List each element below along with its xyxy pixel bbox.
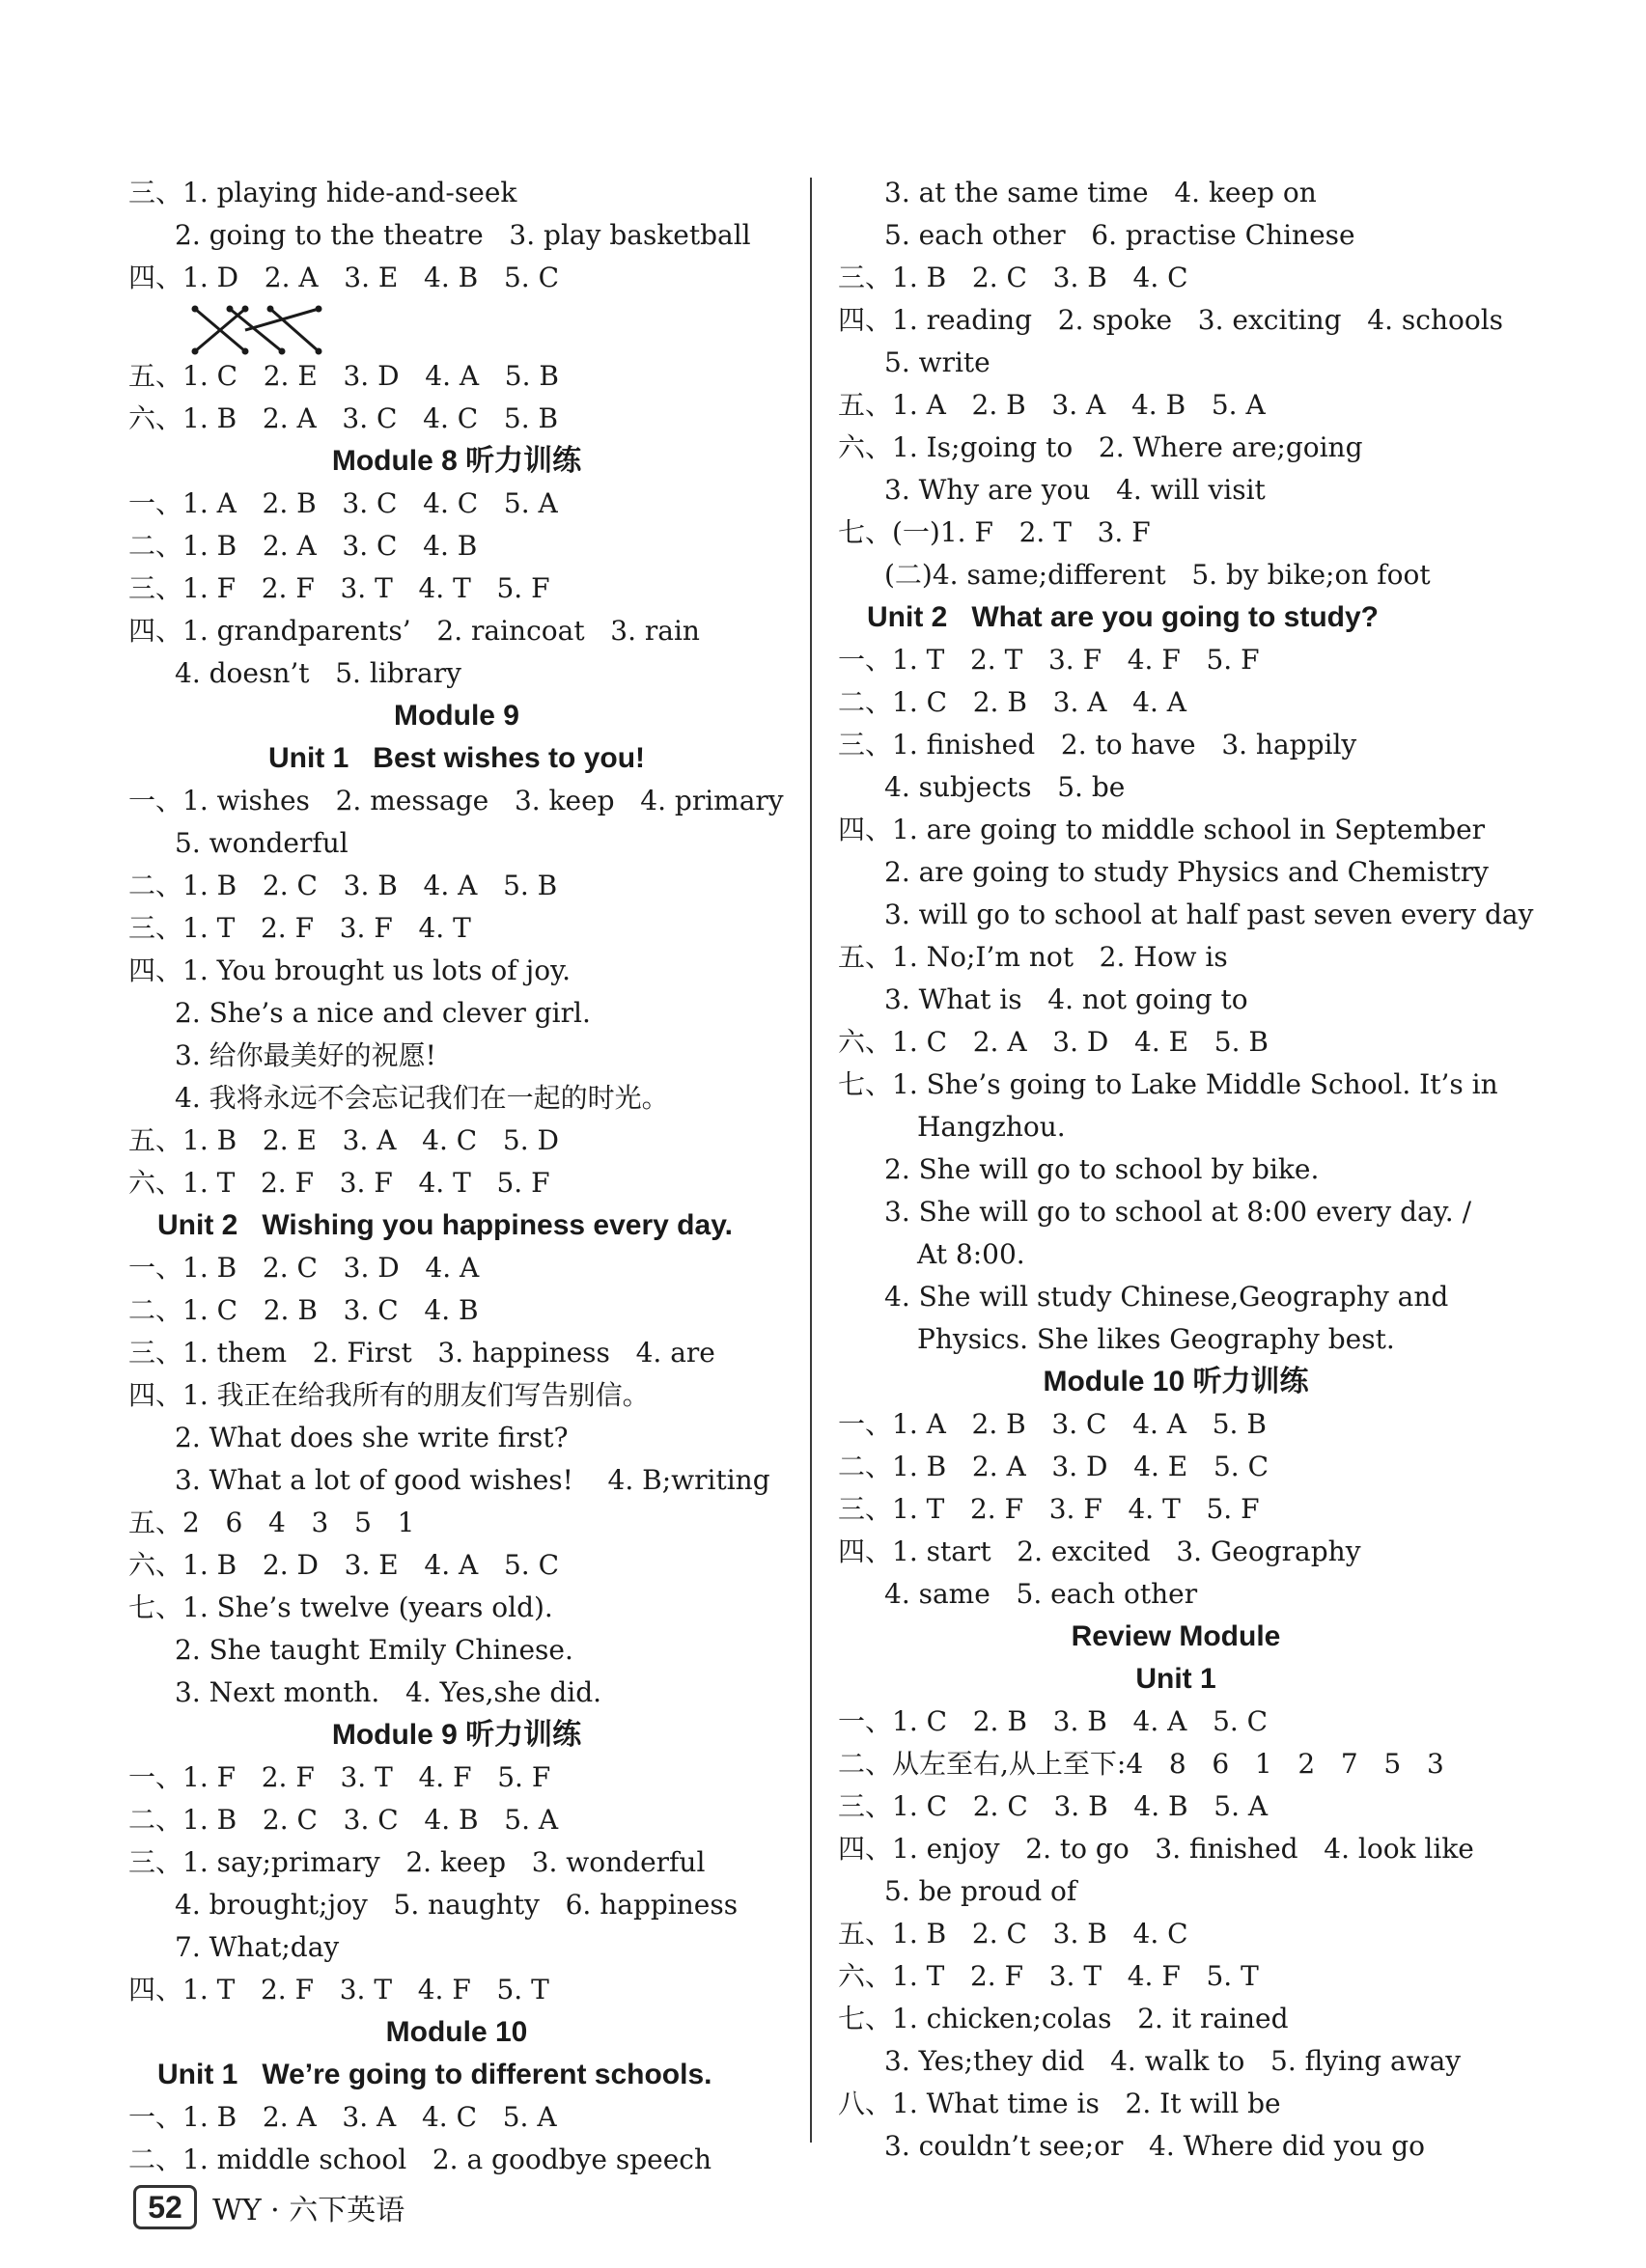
answer-line: 三、1. finished 2. to have 3. happily [838,729,1357,761]
answer-line: 2. She’s a nice and clever girl. [175,997,591,1029]
matching-dot [192,306,199,313]
answer-line: 五、1. B 2. E 3. A 4. C 5. D [128,1124,559,1156]
left-column [128,172,785,2181]
matching-dot [242,306,249,313]
answer-line: 2. What does she write first? [175,1422,569,1453]
answer-line: 5. wonderful [175,827,349,859]
answer-line: 3. Why are you 4. will visit [884,474,1266,506]
answer-line: 一、1. wishes 2. message 3. keep 4. primary [128,785,784,816]
answer-line: 二、1. B 2. C 3. C 4. B 5. A [128,1804,559,1836]
answer-line: 二、1. B 2. C 3. B 4. A 5. B [128,870,558,901]
matching-dot [316,306,322,313]
answer-line: 四、1. start 2. excited 3. Geography [838,1535,1361,1567]
answer-line: 六、1. Is;going to 2. Where are;going [838,431,1363,463]
answer-line: 一、1. A 2. B 3. C 4. A 5. B [838,1408,1267,1440]
section-heading: Unit 2 Wishing you happiness every day. [157,1209,733,1241]
answer-line: 三、1. playing hide-and-seek [128,177,517,208]
answer-line: 七、1. She’s going to Lake Middle School. It’s in [838,1068,1498,1100]
answer-line: 2. are going to study Physics and Chemistry [884,856,1489,888]
answer-line: (二)4. same;different 5. by bike;on foot [884,559,1431,591]
answer-line: 二、1. C 2. B 3. A 4. A [838,686,1187,718]
answer-line: 六、1. T 2. F 3. F 4. T 5. F [128,1167,550,1199]
answer-line: 四、1. enjoy 2. to go 3. finished 4. look like [838,1833,1474,1865]
answer-line: 3. couldn’t see;or 4. Where did you go [884,2130,1425,2162]
answer-line: 3. 给你最美好的祝愿! [175,1039,436,1071]
answer-line: At 8:00. [917,1238,1025,1270]
answer-line: 4. same 5. each other [884,1578,1198,1610]
answer-line: 三、1. say;primary 2. keep 3. wonderful [128,1846,706,1878]
matching-lines-figure [128,299,785,355]
answer-line: 4. doesn’t 5. library [175,657,461,689]
answer-line: 二、1. B 2. A 3. D 4. E 5. C [838,1451,1269,1482]
answer-line: 五、1. A 2. B 3. A 4. B 5. A [838,389,1266,421]
answer-line: 3. What is 4. not going to [884,983,1248,1015]
answer-line: 4. subjects 5. be [884,771,1126,803]
book-label: WY · 六下英语 [212,2194,405,2227]
answer-line: 2. going to the theatre 3. play basketball [175,219,751,251]
answer-line: 2. She taught Emily Chinese. [175,1634,573,1666]
answer-line: 三、1. C 2. C 3. B 4. B 5. A [838,1790,1269,1822]
answer-line: 六、1. B 2. A 3. C 4. C 5. B [128,402,559,434]
matching-dot [267,306,274,313]
answer-line: 三、1. T 2. F 3. F 4. T 5. F [838,1493,1260,1525]
matching-dot [242,348,249,355]
answer-line: 八、1. What time is 2. It will be [838,2088,1281,2119]
answer-line: 四、1. reading 2. spoke 3. exciting 4. schools [838,304,1504,336]
answer-line: 一、1. T 2. T 3. F 4. F 5. F [838,644,1260,676]
answer-line: 2. She will go to school by bike. [884,1153,1320,1185]
section-heading: Module 10 [385,2016,528,2048]
page-footer [133,2183,405,2231]
section-heading: Unit 1 [1135,1663,1216,1695]
section-heading: Review Module [1071,1620,1281,1652]
page-number: 52 [133,2185,197,2229]
answer-line: 三、1. T 2. F 3. F 4. T [128,912,471,944]
answer-line: 四、1. D 2. A 3. E 4. B 5. C [128,262,559,293]
answer-line: 3. What a lot of good wishes! 4. B;writing [175,1464,770,1496]
matching-dot [279,348,286,355]
answer-line: 五、1. B 2. C 3. B 4. C [838,1918,1188,1950]
answer-line: 3. She will go to school at 8:00 every day. / [884,1196,1472,1228]
answer-line: 3. at the same time 4. keep on [884,177,1317,208]
answer-line: 4. brought;joy 5. naughty 6. happiness [175,1889,739,1921]
answer-line: 4. She will study Chinese,Geography and [884,1281,1449,1313]
answer-line: 一、1. A 2. B 3. C 4. C 5. A [128,487,558,519]
answer-line: 四、1. T 2. F 3. T 4. F 5. T [128,1974,549,2005]
matching-dot [316,348,322,355]
section-heading: Module 8 听力训练 [331,445,582,477]
answer-line: 四、1. grandparents’ 2. raincoat 3. rain [128,615,700,647]
answer-line: 四、1. are going to middle school in September [838,814,1486,845]
answer-line: 五、1. No;I’m not 2. How is [838,941,1228,973]
answer-line: 一、1. C 2. B 3. B 4. A 5. C [838,1705,1269,1737]
section-heading: Unit 1 Best wishes to you! [267,742,646,774]
section-heading: Unit 1 We’re going to different schools. [157,2059,712,2090]
answer-line: 四、1. 我正在给我所有的朋友们写告别信。 [128,1379,650,1411]
right-column [838,172,1534,2168]
column-divider [810,178,812,2143]
answer-line: 二、1. C 2. B 3. C 4. B [128,1294,479,1326]
answer-line: 二、从左至右,从上至下:4 8 6 1 2 7 5 3 [838,1748,1444,1780]
answer-line: 一、1. B 2. A 3. A 4. C 5. A [128,2101,557,2133]
answer-line: 3. Yes;they did 4. walk to 5. flying away [884,2045,1462,2077]
answer-line: 三、1. B 2. C 3. B 4. C [838,262,1188,293]
answer-line: 七、(一)1. F 2. T 3. F [838,516,1151,548]
answer-line: 四、1. You brought us lots of joy. [128,954,572,986]
answer-line: 3. Next month. 4. Yes,she did. [175,1676,602,1708]
answer-line: 三、1. them 2. First 3. happiness 4. are [128,1337,715,1369]
answer-line: 六、1. T 2. F 3. T 4. F 5. T [838,1960,1259,1992]
matching-lines-diagram [189,303,324,357]
answer-line: 一、1. F 2. F 3. T 4. F 5. F [128,1761,551,1793]
answer-line: 二、1. B 2. A 3. C 4. B [128,530,478,562]
answer-line: 5. each other 6. practise Chinese [884,219,1355,251]
answer-line: 五、1. C 2. E 3. D 4. A 5. B [128,360,559,392]
answer-line: 5. write [884,346,990,378]
matching-dot [192,348,199,355]
answer-line: 三、1. F 2. F 3. T 4. T 5. F [128,572,550,604]
answer-line: 六、1. C 2. A 3. D 4. E 5. B [838,1026,1269,1058]
section-heading: Module 10 听力训练 [1043,1366,1309,1397]
answer-line: 六、1. B 2. D 3. E 4. A 5. C [128,1549,559,1581]
section-heading: Module 9 [393,700,519,732]
answer-line: 七、1. She’s twelve (years old). [128,1591,553,1623]
matching-dot [227,306,234,313]
answer-line: Physics. She likes Geography best. [917,1323,1395,1355]
answer-line: 5. be proud of [884,1875,1077,1907]
section-heading: Module 9 听力训练 [331,1719,582,1751]
answer-line: 五、2 6 4 3 5 1 [128,1507,415,1538]
answer-line: Hangzhou. [917,1111,1066,1143]
answer-line: 4. 我将永远不会忘记我们在一起的时光。 [175,1082,669,1114]
answer-line: 3. will go to school at half past seven every day [884,899,1534,930]
answer-line: 七、1. chicken;colas 2. it rained [838,2003,1289,2034]
section-heading: Unit 2 What are you going to study? [867,601,1379,633]
answer-line: 二、1. middle school 2. a goodbye speech [128,2144,711,2175]
answer-line: 一、1. B 2. C 3. D 4. A [128,1252,480,1284]
answer-line: 7. What;day [175,1931,340,1963]
